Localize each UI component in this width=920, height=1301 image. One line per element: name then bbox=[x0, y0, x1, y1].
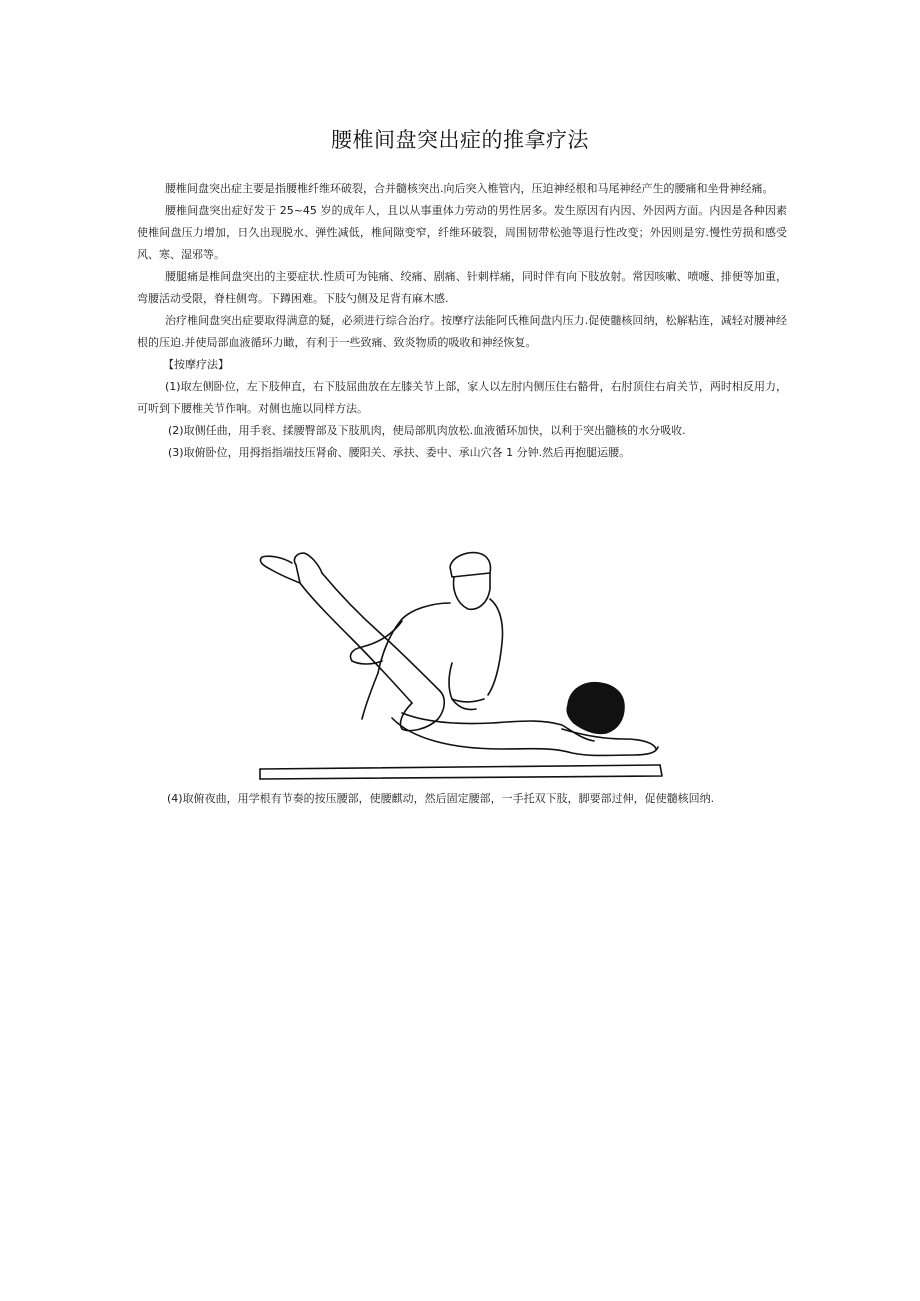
document-continuation bbox=[137, 788, 757, 810]
page-title: 腰椎间盘突出症的推拿疗法 bbox=[331, 128, 589, 152]
therapist-hat bbox=[450, 553, 491, 577]
therapist-face bbox=[454, 573, 490, 609]
therapist-arm-lower bbox=[449, 663, 484, 702]
step-3: (3)取俯卧位，用拇指指端技压肾俞、腰阳关、承扶、委中、承山穴各 1 分钟.然后再抱腿运腰。 bbox=[168, 446, 631, 459]
therapist-coat bbox=[488, 599, 503, 695]
table-top-edge bbox=[260, 765, 660, 769]
section-heading: 【按摩疗法】 bbox=[163, 358, 229, 371]
patient-body bbox=[402, 713, 594, 741]
patient-leg-upper bbox=[322, 573, 440, 691]
therapist-leg-line bbox=[362, 673, 378, 719]
massage-illustration bbox=[252, 543, 670, 783]
paragraph-treatment: 治疗椎间盘突出症要取得满意的疑，必须进行综合治疗。按摩疗法能阿氏椎间盘内压力.促使髓核回纳，松解粘连，减轻对腰神经根的压迫.并使局部血液循环力瞰，有利于一些致痛、致炎物质的吸收和神经恢复。 bbox=[137, 314, 787, 349]
patient-hair bbox=[567, 683, 624, 734]
paragraph-symptoms: 腰腿痛是椎间盘突出的主要症状.性质可为钝痛、绞痛、剧痛、针刺样痛，同时伴有向下肢放射。常因咳嗽、喷嚏、排便等加重，弯腰活动受限，脊柱侧弯。下蹲困难。下肢勺侧及足背有麻木感. bbox=[137, 270, 787, 305]
therapist-back bbox=[378, 603, 450, 673]
step-2: (2)取侧任曲，用手衮、揉腰臀部及下肢肌肉，使局部肌肉放松.血液循环加快，以利于突出髓核的水分吸收. bbox=[168, 424, 686, 437]
therapist-hand-on-leg bbox=[352, 661, 382, 664]
paragraph-definition: 腰椎间盘突出症主要是指腰椎纤维环破裂，合并髓核突出.向后突入椎管内，压迫神经根和马尾神经产生的腰痛和坐骨神经痛。 bbox=[165, 182, 774, 195]
paragraph-causes: 腰椎间盘突出症好发于 25~45 岁的成年人，且以从事重体力劳动的男性居多。发生原因有内因、外因两方面。内因是各种因素使椎间盘压力增加，日久出现脱水、弹性减低，椎间隙变窄，纤维环破裂，周围韧带松弛等退行性改变；外因则是穷.慢性劳损和感受风、寒、湿邪等。 bbox=[137, 204, 787, 261]
patient-leg-lower bbox=[300, 583, 412, 703]
therapist-arm-upper bbox=[350, 621, 402, 661]
patient-foot-1 bbox=[294, 553, 322, 583]
step-1: (1)取左侧卧位，左下肢伸直，右下肢屈曲放在左膝关节上部，家人以左肘内侧压住右骼骨，右肘顶住右肩关节，两时相反用力，可听到下腰椎关节作响。对侧也施以同样方法。 bbox=[137, 380, 787, 415]
step-4: (4)取俯夜曲，用学根有节奏的按压腰部，使腰麒动，然后固定腰部，一手托双下肢，脚要部过伸，促使髓核回纳. bbox=[167, 792, 715, 805]
document-body bbox=[137, 178, 787, 464]
